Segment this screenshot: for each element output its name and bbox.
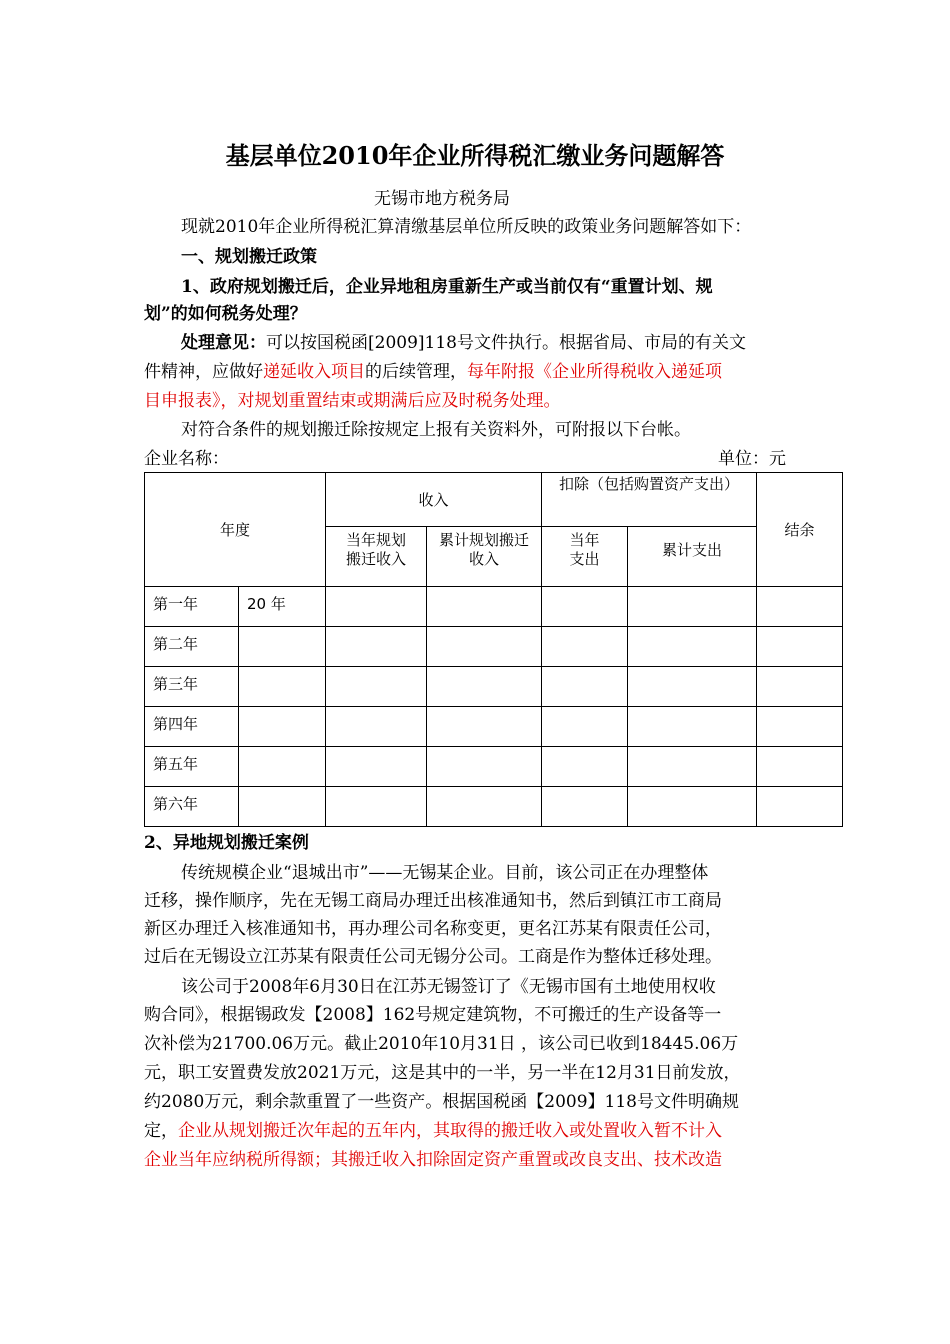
opinion-text: 可以按国税函[2009]118号文件执行。根据省局、市局的有关文 [266,333,746,353]
row-label: 第三年 [145,667,239,707]
table-row [145,747,843,787]
table-row [145,587,843,627]
case-paragraph-2-line-4: 元，职工安置费发放2021万元，这是其中的一半，另一半在12月31日前发放， [144,1063,741,1083]
section-heading-2: 2、异地规划搬迁案例 [144,833,309,853]
doc-title: 基层单位2010年企业所得税汇缴业务问题解答 [225,141,725,170]
row-label: 第四年 [145,707,239,747]
row-label: 第一年 [145,587,239,627]
company-name-label: 企业名称： [144,449,229,469]
case-paragraph-2-line-7: 企业当年应纳税所得额；其搬迁收入扣除固定资产重置或改良支出、技术改造 [144,1150,722,1170]
opinion-text: 的后续管理， [365,362,467,382]
case-paragraph-2-line-1: 该公司于2008年6月30日在江苏无锡签订了《无锡市国有土地使用权收 [181,977,716,997]
header-year: 年度 [145,473,326,587]
subheader-cumulative-expense: 累计支出 [628,527,757,587]
header-deduction: 扣除（包括购置资产支出） [542,473,757,527]
subheader-current-expense: 当年支出 [542,527,628,587]
header-income: 收入 [326,473,542,527]
subheader-current-income: 当年规划搬迁收入 [326,527,427,587]
row-label: 第五年 [145,747,239,787]
case-paragraph-2-line-5: 约2080万元，剩余款重置了一些资产。根据国税函【2009】118号文件明确规 [144,1092,739,1112]
opinion-text: 件精神，应做好 [144,362,263,382]
header-balance: 结余 [757,473,843,587]
case-paragraph-1-line-4: 过后在无锡设立江苏某有限责任公司无锡分公司。工商是作为整体迁移处理。 [144,947,722,967]
row-label: 第六年 [145,787,239,827]
subheader-cumulative-income: 累计规划搬迁收入 [427,527,542,587]
case-paragraph-1-line-1: 传统规模企业“退城出市”——无锡某企业。目前，该公司正在办理整体 [181,863,709,883]
opinion-label: 处理意见： [181,333,266,353]
opinion-line-2 [144,361,722,383]
case-paragraph-1-line-3: 新区办理迁入核准通知书，再办理公司名称变更，更名江苏某有限责任公司， [144,919,722,939]
first-year-value: 20 年 [239,587,326,627]
question-1-line-2: 划”的如何税务处理？ [144,304,307,324]
case-paragraph-2-line-3: 次补偿为21700.06万元。截止2010年10月31日 ，该公司已收到18445.06万 [144,1034,739,1054]
intro-paragraph: 现就2010年企业所得税汇算清缴基层单位所反映的政策业务问题解答如下： [181,217,752,237]
highlight-text: 企业从规划搬迁次年起的五年内，其取得的搬迁收入或处置收入暂不计入 [178,1121,722,1141]
case-paragraph-2-line-6 [144,1120,722,1142]
unit-label: 单位：元 [718,449,786,469]
highlight-text: 每年附报《企业所得税收入递延项 [467,362,722,382]
table-row [145,627,843,667]
case-paragraph-1-line-2: 迁移，操作顺序，先在无锡工商局办理迁出核准通知书，然后到镇江市工商局 [144,891,722,911]
opinion-line-1 [181,332,746,354]
relocation-ledger-table [144,472,843,827]
opinion-line-3: 目申报表》，对规划重置结束或期满后应及时税务处理。 [144,391,561,411]
table-row [145,707,843,747]
table-row [145,667,843,707]
question-1-line-1: 1、政府规划搬迁后，企业异地租房重新生产或当前仅有“重置计划、规 [181,277,713,297]
ledger-note: 对符合条件的规划搬迁除按规定上报有关资料外，可附报以下台帐。 [181,420,691,440]
highlight-text: 递延收入项目 [263,362,365,382]
section-heading-1: 一、规划搬迁政策 [181,247,317,267]
case-paragraph-2-line-2: 购合同》，根据锡政发【2008】162号规定建筑物，不可搬迁的生产设备等一 [144,1005,722,1025]
row-label: 第二年 [145,627,239,667]
doc-author: 无锡市地方税务局 [374,189,510,209]
table-row [145,787,843,827]
paragraph-text: 定， [144,1121,178,1141]
